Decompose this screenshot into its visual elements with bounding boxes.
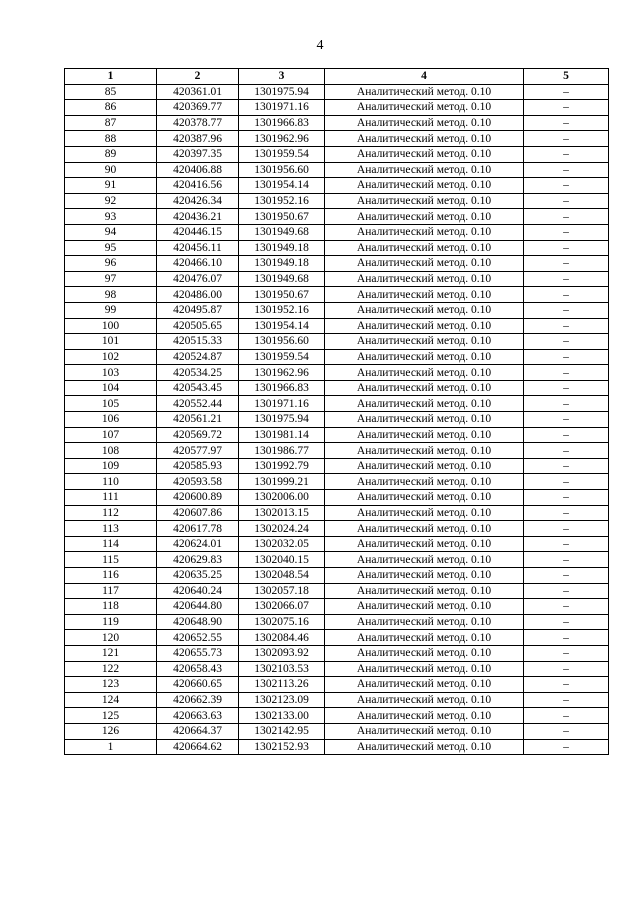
y-coordinate-cell: 1301949.68 [239, 271, 325, 287]
page-number: 4 [316, 38, 324, 53]
y-coordinate-cell: 1301975.94 [239, 84, 325, 100]
note-cell: – [524, 677, 609, 693]
y-coordinate-cell: 1301956.60 [239, 334, 325, 350]
method-cell: Аналитический метод. 0.10 [325, 708, 524, 724]
y-coordinate-cell: 1302113.26 [239, 677, 325, 693]
method-cell: Аналитический метод. 0.10 [325, 568, 524, 584]
x-coordinate-cell: 420515.33 [157, 334, 239, 350]
method-cell: Аналитический метод. 0.10 [325, 630, 524, 646]
y-coordinate-cell: 1301959.54 [239, 349, 325, 365]
point-number-cell: 98 [65, 287, 157, 303]
method-cell: Аналитический метод. 0.10 [325, 458, 524, 474]
note-cell: – [524, 193, 609, 209]
table-row [65, 443, 609, 459]
table-row [65, 396, 609, 412]
x-coordinate-cell: 420406.88 [157, 162, 239, 178]
note-cell: – [524, 162, 609, 178]
x-coordinate-cell: 420664.37 [157, 723, 239, 739]
note-cell: – [524, 302, 609, 318]
point-number-cell: 126 [65, 723, 157, 739]
x-coordinate-cell: 420378.77 [157, 115, 239, 131]
note-cell: – [524, 427, 609, 443]
method-cell: Аналитический метод. 0.10 [325, 318, 524, 334]
table-row [65, 490, 609, 506]
note-cell: – [524, 521, 609, 537]
point-number-cell: 124 [65, 692, 157, 708]
y-coordinate-cell: 1302103.53 [239, 661, 325, 677]
note-cell: – [524, 146, 609, 162]
note-cell: – [524, 661, 609, 677]
point-number-cell: 93 [65, 209, 157, 225]
y-coordinate-cell: 1302040.15 [239, 552, 325, 568]
method-cell: Аналитический метод. 0.10 [325, 536, 524, 552]
method-cell: Аналитический метод. 0.10 [325, 271, 524, 287]
table-row [65, 505, 609, 521]
method-cell: Аналитический метод. 0.10 [325, 100, 524, 116]
x-coordinate-cell: 420476.07 [157, 271, 239, 287]
y-coordinate-cell: 1301999.21 [239, 474, 325, 490]
note-cell: – [524, 115, 609, 131]
table-row [65, 178, 609, 194]
table-row [65, 224, 609, 240]
method-cell: Аналитический метод. 0.10 [325, 193, 524, 209]
note-cell: – [524, 256, 609, 272]
method-cell: Аналитический метод. 0.10 [325, 661, 524, 677]
point-number-cell: 107 [65, 427, 157, 443]
x-coordinate-cell: 420446.15 [157, 224, 239, 240]
x-coordinate-cell: 420617.78 [157, 521, 239, 537]
note-cell: – [524, 224, 609, 240]
point-number-cell: 100 [65, 318, 157, 334]
method-cell: Аналитический метод. 0.10 [325, 490, 524, 506]
table-row [65, 193, 609, 209]
note-cell: – [524, 365, 609, 381]
y-coordinate-cell: 1302048.54 [239, 568, 325, 584]
point-number-cell: 104 [65, 380, 157, 396]
x-coordinate-cell: 420607.86 [157, 505, 239, 521]
note-cell: – [524, 287, 609, 303]
x-coordinate-cell: 420664.62 [157, 739, 239, 755]
table-row [65, 334, 609, 350]
point-number-cell: 116 [65, 568, 157, 584]
x-coordinate-cell: 420361.01 [157, 84, 239, 100]
table-row [65, 645, 609, 661]
x-coordinate-cell: 420369.77 [157, 100, 239, 116]
table-row [65, 162, 609, 178]
note-cell: – [524, 396, 609, 412]
y-coordinate-cell: 1301966.83 [239, 380, 325, 396]
x-coordinate-cell: 420648.90 [157, 614, 239, 630]
point-number-cell: 119 [65, 614, 157, 630]
table-body [65, 84, 609, 755]
note-cell: – [524, 131, 609, 147]
x-coordinate-cell: 420640.24 [157, 583, 239, 599]
table-header-row [65, 69, 609, 85]
method-cell: Аналитический метод. 0.10 [325, 443, 524, 459]
point-number-cell: 125 [65, 708, 157, 724]
point-number-cell: 108 [65, 443, 157, 459]
y-coordinate-cell: 1302075.16 [239, 614, 325, 630]
x-coordinate-cell: 420662.39 [157, 692, 239, 708]
note-cell: – [524, 412, 609, 428]
x-coordinate-cell: 420660.65 [157, 677, 239, 693]
column-header-2: 2 [157, 69, 239, 85]
note-cell: – [524, 505, 609, 521]
method-cell: Аналитический метод. 0.10 [325, 380, 524, 396]
point-number-cell: 113 [65, 521, 157, 537]
y-coordinate-cell: 1301966.83 [239, 115, 325, 131]
note-cell: – [524, 318, 609, 334]
x-coordinate-cell: 420629.83 [157, 552, 239, 568]
note-cell: – [524, 739, 609, 755]
table-row [65, 100, 609, 116]
y-coordinate-cell: 1301992.79 [239, 458, 325, 474]
y-coordinate-cell: 1301952.16 [239, 193, 325, 209]
point-number-cell: 96 [65, 256, 157, 272]
x-coordinate-cell: 420585.93 [157, 458, 239, 474]
y-coordinate-cell: 1301986.77 [239, 443, 325, 459]
y-coordinate-cell: 1302066.07 [239, 599, 325, 615]
note-cell: – [524, 692, 609, 708]
note-cell: – [524, 568, 609, 584]
note-cell: – [524, 458, 609, 474]
method-cell: Аналитический метод. 0.10 [325, 209, 524, 225]
table-row [65, 240, 609, 256]
y-coordinate-cell: 1301971.16 [239, 100, 325, 116]
table-row [65, 380, 609, 396]
table-row [65, 209, 609, 225]
table-row [65, 661, 609, 677]
point-number-cell: 122 [65, 661, 157, 677]
point-number-cell: 95 [65, 240, 157, 256]
method-cell: Аналитический метод. 0.10 [325, 739, 524, 755]
method-cell: Аналитический метод. 0.10 [325, 224, 524, 240]
table-row [65, 692, 609, 708]
table-row [65, 458, 609, 474]
method-cell: Аналитический метод. 0.10 [325, 692, 524, 708]
table-row [65, 521, 609, 537]
y-coordinate-cell: 1302057.18 [239, 583, 325, 599]
y-coordinate-cell: 1301962.96 [239, 131, 325, 147]
table-row [65, 583, 609, 599]
coordinates-table [64, 68, 609, 755]
x-coordinate-cell: 420416.56 [157, 178, 239, 194]
point-number-cell: 114 [65, 536, 157, 552]
method-cell: Аналитический метод. 0.10 [325, 396, 524, 412]
table-row [65, 552, 609, 568]
method-cell: Аналитический метод. 0.10 [325, 365, 524, 381]
y-coordinate-cell: 1302006.00 [239, 490, 325, 506]
table-row [65, 84, 609, 100]
y-coordinate-cell: 1302123.09 [239, 692, 325, 708]
y-coordinate-cell: 1302133.00 [239, 708, 325, 724]
note-cell: – [524, 178, 609, 194]
column-header-1: 1 [65, 69, 157, 85]
column-header-3: 3 [239, 69, 325, 85]
method-cell: Аналитический метод. 0.10 [325, 334, 524, 350]
note-cell: – [524, 583, 609, 599]
method-cell: Аналитический метод. 0.10 [325, 723, 524, 739]
point-number-cell: 1 [65, 739, 157, 755]
x-coordinate-cell: 420635.25 [157, 568, 239, 584]
x-coordinate-cell: 420426.34 [157, 193, 239, 209]
table-row [65, 365, 609, 381]
table-row [65, 536, 609, 552]
method-cell: Аналитический метод. 0.10 [325, 599, 524, 615]
y-coordinate-cell: 1301952.16 [239, 302, 325, 318]
y-coordinate-cell: 1301949.18 [239, 240, 325, 256]
x-coordinate-cell: 420658.43 [157, 661, 239, 677]
note-cell: – [524, 240, 609, 256]
note-cell: – [524, 708, 609, 724]
y-coordinate-cell: 1301981.14 [239, 427, 325, 443]
table-row [65, 427, 609, 443]
method-cell: Аналитический метод. 0.10 [325, 505, 524, 521]
method-cell: Аналитический метод. 0.10 [325, 412, 524, 428]
note-cell: – [524, 474, 609, 490]
y-coordinate-cell: 1302024.24 [239, 521, 325, 537]
y-coordinate-cell: 1301959.54 [239, 146, 325, 162]
table-row [65, 630, 609, 646]
note-cell: – [524, 380, 609, 396]
y-coordinate-cell: 1302084.46 [239, 630, 325, 646]
point-number-cell: 89 [65, 146, 157, 162]
method-cell: Аналитический метод. 0.10 [325, 552, 524, 568]
point-number-cell: 85 [65, 84, 157, 100]
x-coordinate-cell: 420543.45 [157, 380, 239, 396]
method-cell: Аналитический метод. 0.10 [325, 287, 524, 303]
y-coordinate-cell: 1302152.93 [239, 739, 325, 755]
point-number-cell: 94 [65, 224, 157, 240]
point-number-cell: 120 [65, 630, 157, 646]
note-cell: – [524, 552, 609, 568]
x-coordinate-cell: 420466.10 [157, 256, 239, 272]
method-cell: Аналитический метод. 0.10 [325, 349, 524, 365]
method-cell: Аналитический метод. 0.10 [325, 521, 524, 537]
note-cell: – [524, 630, 609, 646]
x-coordinate-cell: 420505.65 [157, 318, 239, 334]
table-row [65, 287, 609, 303]
method-cell: Аналитический метод. 0.10 [325, 256, 524, 272]
y-coordinate-cell: 1301962.96 [239, 365, 325, 381]
x-coordinate-cell: 420624.01 [157, 536, 239, 552]
table-row [65, 302, 609, 318]
x-coordinate-cell: 420456.11 [157, 240, 239, 256]
method-cell: Аналитический метод. 0.10 [325, 115, 524, 131]
note-cell: – [524, 490, 609, 506]
point-number-cell: 103 [65, 365, 157, 381]
table-row [65, 739, 609, 755]
note-cell: – [524, 100, 609, 116]
y-coordinate-cell: 1301954.14 [239, 178, 325, 194]
point-number-cell: 90 [65, 162, 157, 178]
point-number-cell: 92 [65, 193, 157, 209]
column-header-5: 5 [524, 69, 609, 85]
table-row [65, 349, 609, 365]
note-cell: – [524, 443, 609, 459]
point-number-cell: 112 [65, 505, 157, 521]
method-cell: Аналитический метод. 0.10 [325, 178, 524, 194]
x-coordinate-cell: 420561.21 [157, 412, 239, 428]
method-cell: Аналитический метод. 0.10 [325, 84, 524, 100]
point-number-cell: 99 [65, 302, 157, 318]
x-coordinate-cell: 420593.58 [157, 474, 239, 490]
point-number-cell: 121 [65, 645, 157, 661]
point-number-cell: 86 [65, 100, 157, 116]
method-cell: Аналитический метод. 0.10 [325, 645, 524, 661]
y-coordinate-cell: 1301949.68 [239, 224, 325, 240]
x-coordinate-cell: 420644.80 [157, 599, 239, 615]
point-number-cell: 109 [65, 458, 157, 474]
note-cell: – [524, 614, 609, 630]
x-coordinate-cell: 420436.21 [157, 209, 239, 225]
note-cell: – [524, 334, 609, 350]
note-cell: – [524, 84, 609, 100]
x-coordinate-cell: 420655.73 [157, 645, 239, 661]
table-row [65, 474, 609, 490]
point-number-cell: 105 [65, 396, 157, 412]
point-number-cell: 97 [65, 271, 157, 287]
table-row [65, 568, 609, 584]
table-row [65, 412, 609, 428]
x-coordinate-cell: 420577.97 [157, 443, 239, 459]
x-coordinate-cell: 420600.89 [157, 490, 239, 506]
y-coordinate-cell: 1302032.05 [239, 536, 325, 552]
x-coordinate-cell: 420486.00 [157, 287, 239, 303]
point-number-cell: 101 [65, 334, 157, 350]
table-row [65, 599, 609, 615]
y-coordinate-cell: 1302093.92 [239, 645, 325, 661]
table-row [65, 271, 609, 287]
method-cell: Аналитический метод. 0.10 [325, 427, 524, 443]
column-header-4: 4 [325, 69, 524, 85]
x-coordinate-cell: 420552.44 [157, 396, 239, 412]
y-coordinate-cell: 1301949.18 [239, 256, 325, 272]
point-number-cell: 115 [65, 552, 157, 568]
point-number-cell: 117 [65, 583, 157, 599]
point-number-cell: 91 [65, 178, 157, 194]
y-coordinate-cell: 1301954.14 [239, 318, 325, 334]
note-cell: – [524, 209, 609, 225]
method-cell: Аналитический метод. 0.10 [325, 162, 524, 178]
table-row [65, 146, 609, 162]
x-coordinate-cell: 420387.96 [157, 131, 239, 147]
point-number-cell: 106 [65, 412, 157, 428]
method-cell: Аналитический метод. 0.10 [325, 583, 524, 599]
note-cell: – [524, 271, 609, 287]
x-coordinate-cell: 420397.35 [157, 146, 239, 162]
point-number-cell: 111 [65, 490, 157, 506]
y-coordinate-cell: 1302142.95 [239, 723, 325, 739]
point-number-cell: 88 [65, 131, 157, 147]
method-cell: Аналитический метод. 0.10 [325, 474, 524, 490]
x-coordinate-cell: 420534.25 [157, 365, 239, 381]
note-cell: – [524, 645, 609, 661]
point-number-cell: 110 [65, 474, 157, 490]
x-coordinate-cell: 420495.87 [157, 302, 239, 318]
table-row [65, 131, 609, 147]
point-number-cell: 87 [65, 115, 157, 131]
x-coordinate-cell: 420569.72 [157, 427, 239, 443]
table-row [65, 614, 609, 630]
y-coordinate-cell: 1301950.67 [239, 209, 325, 225]
table-row [65, 677, 609, 693]
y-coordinate-cell: 1302013.15 [239, 505, 325, 521]
x-coordinate-cell: 420652.55 [157, 630, 239, 646]
method-cell: Аналитический метод. 0.10 [325, 677, 524, 693]
table-row [65, 723, 609, 739]
point-number-cell: 102 [65, 349, 157, 365]
y-coordinate-cell: 1301950.67 [239, 287, 325, 303]
note-cell: – [524, 599, 609, 615]
table-row [65, 115, 609, 131]
method-cell: Аналитический метод. 0.10 [325, 146, 524, 162]
method-cell: Аналитический метод. 0.10 [325, 240, 524, 256]
note-cell: – [524, 723, 609, 739]
note-cell: – [524, 536, 609, 552]
y-coordinate-cell: 1301956.60 [239, 162, 325, 178]
note-cell: – [524, 349, 609, 365]
method-cell: Аналитический метод. 0.10 [325, 302, 524, 318]
table-row [65, 256, 609, 272]
point-number-cell: 118 [65, 599, 157, 615]
method-cell: Аналитический метод. 0.10 [325, 614, 524, 630]
table-row [65, 318, 609, 334]
method-cell: Аналитический метод. 0.10 [325, 131, 524, 147]
point-number-cell: 123 [65, 677, 157, 693]
x-coordinate-cell: 420663.63 [157, 708, 239, 724]
x-coordinate-cell: 420524.87 [157, 349, 239, 365]
y-coordinate-cell: 1301971.16 [239, 396, 325, 412]
y-coordinate-cell: 1301975.94 [239, 412, 325, 428]
table-row [65, 708, 609, 724]
